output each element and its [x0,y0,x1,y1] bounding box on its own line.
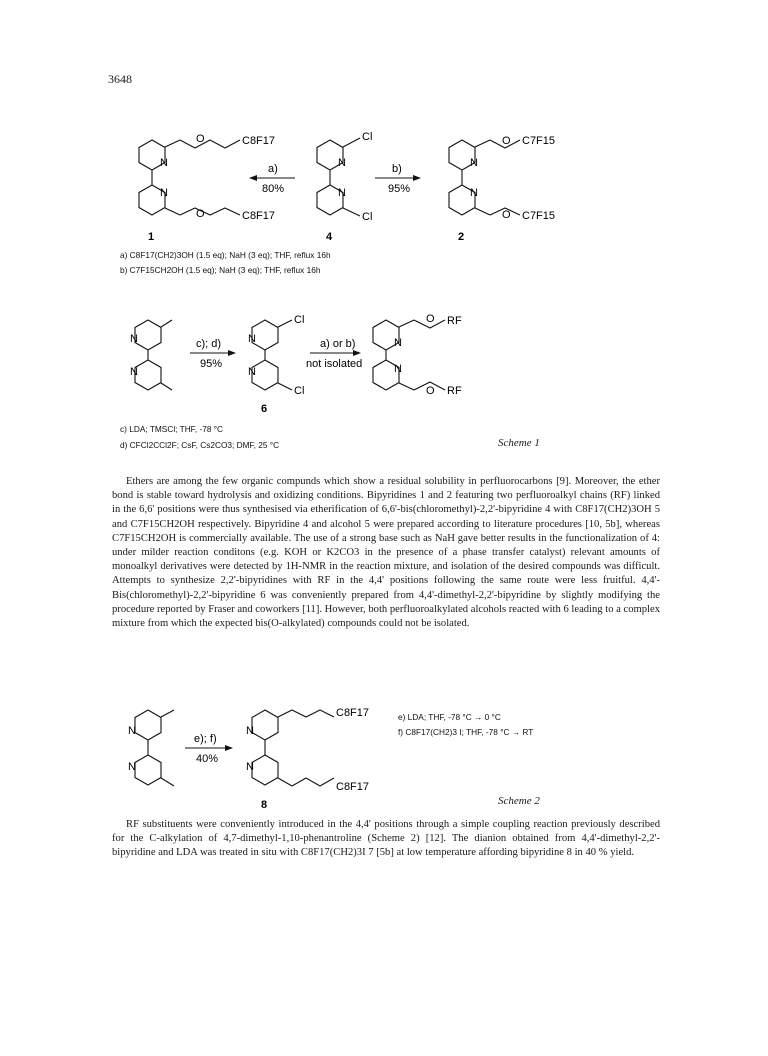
n-label: N [160,187,168,199]
condition-c: c) LDA; TMSCl; THF, -78 °C [120,424,224,434]
arrow-ef-yield: 40% [196,753,219,765]
rf-label: RF [447,315,462,327]
cl-label: Cl [294,314,305,326]
arrow-a-yield: 80% [262,183,285,195]
condition-b: b) C7F15CH2OH (1.5 eq); NaH (3 eq); THF, reflux 16h [120,265,321,275]
arrow-cd-label: c); d) [196,338,222,350]
n-label: N [248,333,256,345]
c8f17-label: C8F17 [242,210,276,222]
n-label: N [338,157,346,169]
compound-6-label: 6 [261,403,268,415]
arrow-ab-label: a) or b) [320,338,356,350]
scheme-2-label: Scheme 2 [498,795,540,807]
scheme-2-figure [100,690,660,815]
o-label: O [196,208,205,220]
compound-8-label: 8 [261,799,268,811]
scheme-1-figure [100,120,660,450]
o-label: O [502,135,511,147]
arrow-ab-note: not isolated [306,358,363,370]
body-paragraph-2: RF substituents were conveniently introduced in the 4,4' positions through a simple coupling reaction previously described for the C-alkylation of 4,7-dimethyl-1,10-phenantroline (Scheme 2) [12]. The dianion obtained from 4,4'-dimethyl-2,2'-bipyridine and LDA was treated in situ with C8F17(CH2)3I 7 [5b] at low temperature affording bipyridine 8 in 40 % yield. [112,819,660,859]
dimethyl-bipyridine-structure [135,710,174,786]
o-label: O [196,133,205,145]
compound-2-label: 2 [458,231,465,243]
c8f17-label: C8F17 [336,781,370,793]
c7f15-label: C7F15 [522,210,556,222]
o-label: O [426,385,435,397]
c8f17-label: C8F17 [336,707,370,719]
condition-f: f) C8F17(CH2)3 I; THF, -78 °C → RT [398,727,534,737]
n-label: N [246,725,254,737]
scheme-1-label: Scheme 1 [498,437,540,449]
rf-label: RF [447,385,462,397]
cl-label: Cl [362,211,373,223]
condition-d: d) CFCl2CCl2F; CsF, Cs2CO3; DMF, 25 °C [120,440,280,450]
o-label: O [426,313,435,325]
cl-label: Cl [362,131,373,143]
c7f15-label: C7F15 [522,135,556,147]
compound-2-structure [449,140,520,215]
c8f17-label: C8F17 [242,135,276,147]
body-paragraph-1: Ethers are among the few organic compunds which show a residual solubility in perfluorocarbons [9]. Moreover, the ether bond is stable toward hydrolysis and oxidizing conditions. Bipyridines 1 and 2 featuring two perfluoroalkyl chains (RF) linked in the 6,6' positions were thus synthesised via etherification of 6,6'-bis(chloromethyl)-2,2'-bipyridine 4 with C8F17(CH2)3OH 5 and C7F15CH2OH respectively. Bipyridine 4 and alcohol 5 were prepared according to literature procedures [10, 5b], whereas C7F15CH2OH is commercially available. The use of a strong base such as NaH gave better results in the functionalization of 4: under milder reaction conditons (e.g. KOH or K2CO3 in the presence of a phase transfer catalyst) relevant amounts of monoalkyl derivatives were detected by 1H-NMR in the reaction mixture, and isolation of the desired compounds was difficult. Attempts to synthesize 2,2'-bipyridines with RF in the 4,4' positions following the same route were less fruitful. 4,4'-Bis(chloromethyl)-2,2'-bipyridine 6 was conveniently prepared from 4,4'-dimethyl-2,2'-bipyridine by slightly modifying the procedure reported by Fraser and coworkers [11]. However, both perfluoroalkylated alcohols reacted with 6 leading to a complex mixture from which the expected bis(O-alkylated) compounds could not be isolated. [112,476,660,630]
compound-8-structure [252,710,334,786]
n-label: N [248,366,256,378]
condition-e: e) LDA; THF, -78 °C → 0 °C [398,712,501,722]
arrow-b-yield: 95% [388,183,411,195]
arrow-ef-label: e); f) [194,733,217,745]
n-label: N [394,337,402,349]
n-label: N [246,761,254,773]
dimethyl-bipyridine-structure [135,320,172,390]
n-label: N [128,725,136,737]
arrow-a-label: a) [268,163,278,175]
arrow-cd-yield: 95% [200,358,223,370]
o-label: O [502,209,511,221]
compound-4-structure [317,138,360,216]
condition-a: a) C8F17(CH2)3OH (1.5 eq); NaH (3 eq); THF, reflux 16h [120,250,331,260]
n-label: N [470,157,478,169]
n-label: N [160,157,168,169]
compound-4-label: 4 [326,231,333,243]
compound-6-structure [252,320,292,390]
n-label: N [130,333,138,345]
cl-label: Cl [294,385,305,397]
rf-bipyridine-structure [373,320,445,390]
n-label: N [130,366,138,378]
page-number: 3648 [108,72,132,86]
arrow-b-label: b) [392,163,402,175]
n-label: N [394,363,402,375]
n-label: N [128,761,136,773]
compound-1-label: 1 [148,231,155,243]
compound-1-structure [139,140,240,215]
n-label: N [470,187,478,199]
n-label: N [338,187,346,199]
